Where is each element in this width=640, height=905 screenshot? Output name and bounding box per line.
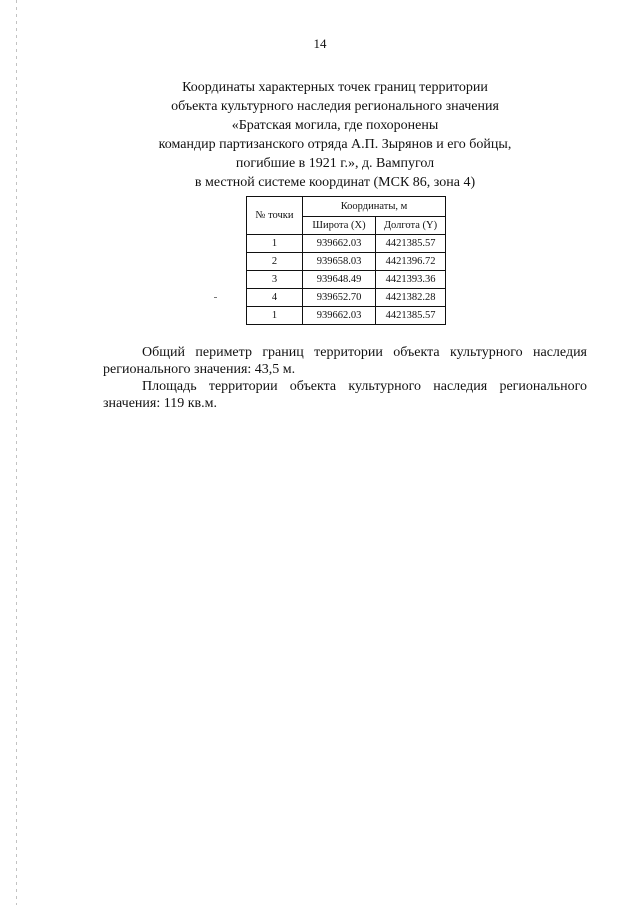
cell-x: 939658.03 bbox=[303, 253, 376, 271]
coordinates-table bbox=[246, 196, 446, 325]
table-row bbox=[247, 271, 446, 289]
cell-point: 1 bbox=[247, 235, 303, 253]
title-line: «Братская могила, где похоронены bbox=[231, 118, 439, 133]
page-number: 14 bbox=[313, 36, 327, 51]
cell-point: 3 bbox=[247, 271, 303, 289]
title-line: в местной системе координат (МСК 86, зона 4) bbox=[194, 175, 476, 190]
cell-point: 2 bbox=[247, 253, 303, 271]
scan-dot-artifact bbox=[214, 297, 217, 298]
document-title bbox=[100, 78, 570, 192]
cell-y: 4421393.36 bbox=[376, 271, 446, 289]
cell-y: 4421382.28 bbox=[376, 289, 446, 307]
table-row bbox=[247, 235, 446, 253]
cell-x: 939662.03 bbox=[303, 307, 376, 325]
table-row bbox=[247, 307, 446, 325]
cell-x: 939662.03 bbox=[303, 235, 376, 253]
scan-edge-artifact bbox=[16, 0, 17, 905]
header-longitude-y: Долгота (Y) bbox=[376, 217, 446, 235]
title-line: объекта культурного наследия регионального значения bbox=[171, 99, 499, 114]
cell-x: 939648.49 bbox=[303, 271, 376, 289]
title-line: Координаты характерных точек границ территории bbox=[182, 80, 488, 95]
perimeter-line: Общий периметр границ территории объекта культурного наследия bbox=[142, 345, 587, 360]
area-paragraph bbox=[103, 378, 587, 412]
cell-point: 1 bbox=[247, 307, 303, 325]
perimeter-line: регионального значения: 43,5 м. bbox=[103, 362, 296, 377]
title-line: командир партизанского отряда А.П. Зырянов и его бойцы, bbox=[158, 137, 512, 152]
area-line: значения: 119 кв.м. bbox=[103, 396, 217, 411]
table-row bbox=[247, 289, 446, 307]
cell-y: 4421385.57 bbox=[376, 235, 446, 253]
header-point-number: № точки bbox=[247, 197, 303, 235]
cell-point: 4 bbox=[247, 289, 303, 307]
table-header-row bbox=[247, 197, 446, 217]
header-latitude-x: Широта (X) bbox=[303, 217, 376, 235]
title-line: погибшие в 1921 г.», д. Вампугол bbox=[235, 156, 435, 171]
cell-y: 4421396.72 bbox=[376, 253, 446, 271]
cell-y: 4421385.57 bbox=[376, 307, 446, 325]
perimeter-paragraph bbox=[103, 344, 587, 378]
area-line: Площадь территории объекта культурного наследия регионального bbox=[142, 379, 587, 394]
cell-x: 939652.70 bbox=[303, 289, 376, 307]
table-row bbox=[247, 253, 446, 271]
header-coordinates: Координаты, м bbox=[303, 197, 446, 217]
